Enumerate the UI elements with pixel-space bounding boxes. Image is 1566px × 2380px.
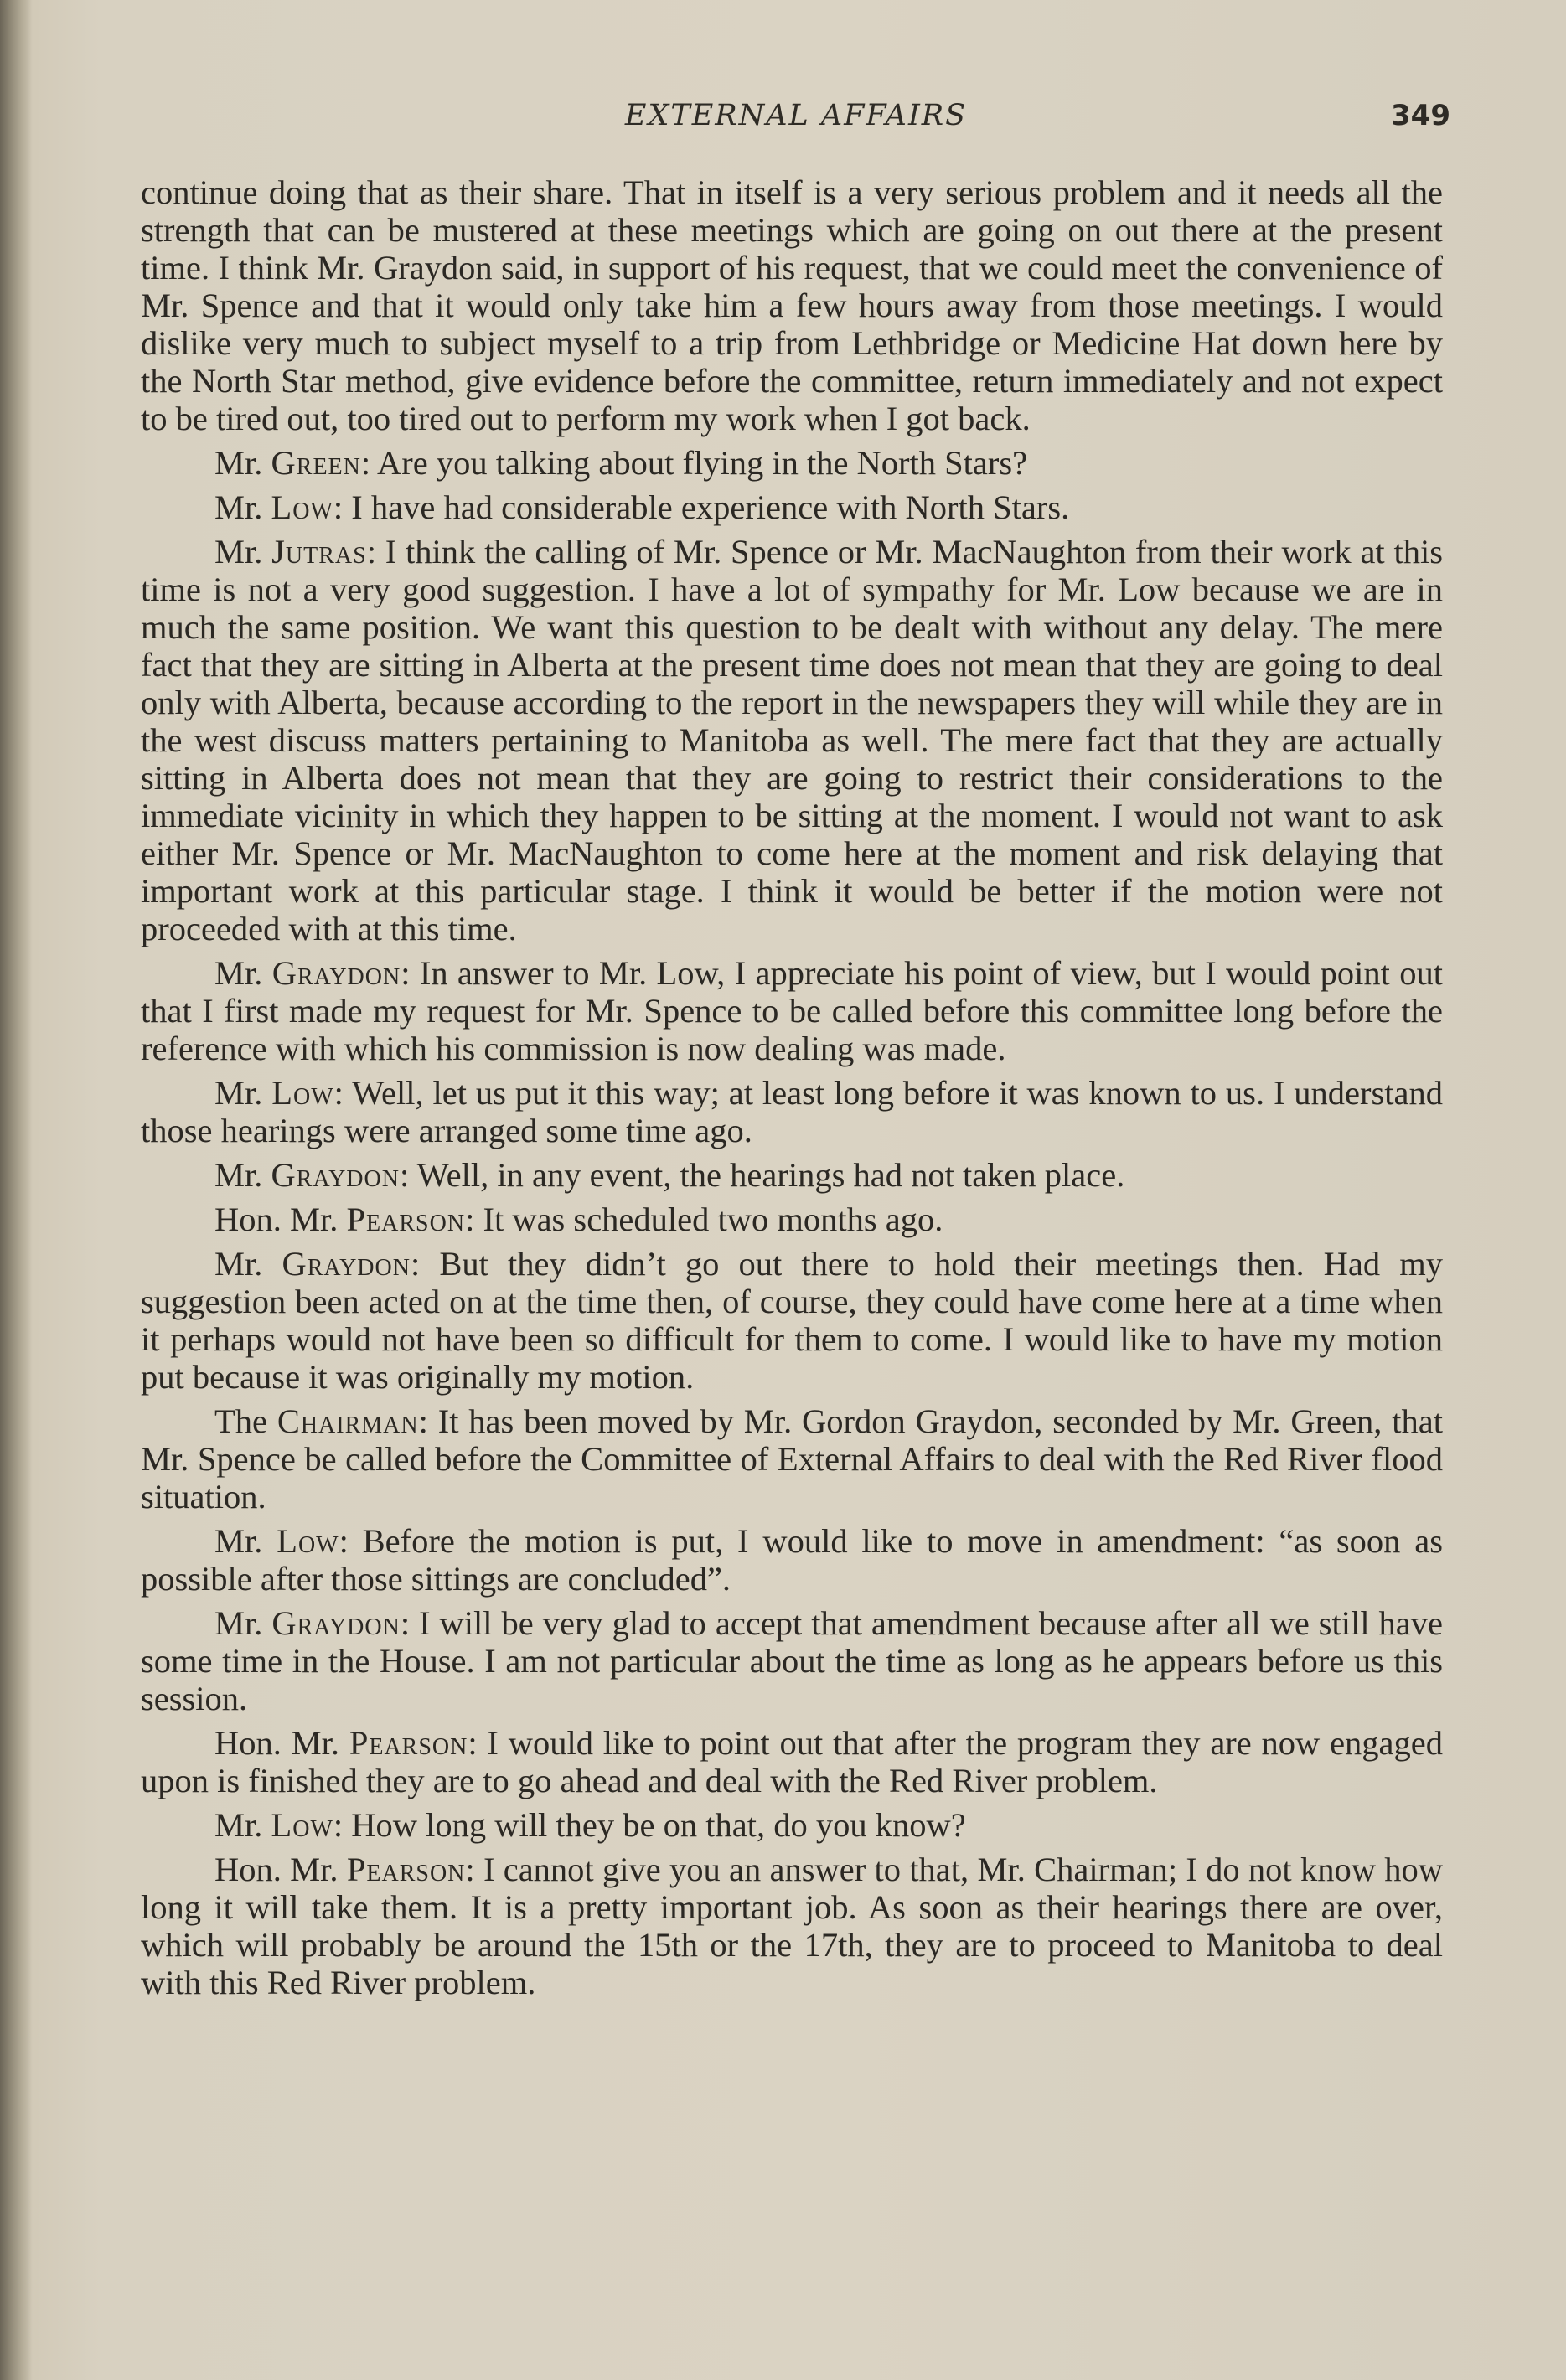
speech-text: Well, in any event, the hearings had not taken place. [416,1156,1125,1194]
speaker-prefix: Mr. [214,1604,272,1642]
speech-graydon: Mr. Graydon: In answer to Mr. Low, I appreciate his point of view, but I would point out that I first made my request for Mr. Spence to be called before this committee long before the reference with which his commission is now dealing was made. [141,954,1443,1067]
speaker-name: Jutras [271,533,367,570]
speech-low: Mr. Low: I have had considerable experience with North Stars. [214,488,1070,526]
page-header [0,99,1566,149]
speaker-prefix: Mr. [214,1245,282,1283]
speaker-prefix: Mr. [214,488,271,526]
speaker-name: Low [271,488,333,526]
text-body [141,173,1443,2008]
speech-text: I cannot give you an answer to that, Mr. Chairman; I do not know how long it will take them. It is a pretty important job. As soon as their hearings there are over, which will probably be around the 15th or the 17th, they are to proceed to Manitoba to deal with this Red River problem. [141,1851,1443,2001]
speech-chairman: The Chairman: It has been moved by Mr. Gordon Graydon, seconded by Mr. Green, that Mr. Spence be called before the Committee of External Affairs to deal with the Red River flood situation. [141,1402,1443,1515]
paragraph-continued [141,173,1443,437]
speech-low: Mr. Low: Before the motion is put, I would like to move in amendment: “as soon as possible after those sittings are concluded”. [141,1522,1443,1598]
speech-pearson: Hon. Mr. Pearson: It was scheduled two months ago. [214,1200,943,1238]
speech-text: I will be very glad to accept that amendment because after all we still have some time in the House. I am not particular about the time as long as he appears before us this session. [141,1604,1443,1717]
speech-text: It has been moved by Mr. Gordon Graydon, seconded by Mr. Green, that Mr. Spence be called before the Committee of External Affairs to deal with the Red River flood situation. [141,1402,1443,1515]
speaker-prefix: Mr. [214,954,272,992]
speech-text: In answer to Mr. Low, I appreciate his point of view, but I would point out that I first made my request for Mr. Spence to be called before this committee long before the reference with which his commission is now dealing was made. [141,954,1443,1067]
speaker-name: Graydon [271,954,401,992]
speech-text: It was scheduled two months ago. [483,1200,943,1238]
speaker-prefix: Hon. Mr. [214,1724,349,1762]
speech-text: But they didn’t go out there to hold their meetings then. Had my suggestion been acted on at the time then, of course, they could have come here at a time when it perhaps would not have been so difficult for them to come. I would like to have my motion put because it was originally my motion. [141,1245,1443,1396]
paragraph-text: continue doing that as their share. That in itself is a very serious problem and it needs all the strength that can be mustered at these meetings which are going on out there at the present time. I think Mr. Graydon said, in support of his request, that we could meet the convenience of Mr. Spence and that it would only take him a few hours away from those meetings. I would dislike very much to subject myself to a trip from Lethbridge or Medicine Hat down here by the North Star method, give evidence before the committee, return immediately and not expect to be tired out, too tired out to perform my work when I got back. [141,173,1443,437]
speech-low: Mr. Low: How long will they be on that, do you know? [214,1806,966,1844]
speech-green: Mr. Green: Are you talking about flying in the North Stars? [214,444,1028,482]
speaker-name: Green [271,444,361,482]
speaker-name: Low [277,1522,339,1560]
speech-jutras: Mr. Jutras: I think the calling of Mr. Spence or Mr. MacNaughton from their work at this time is not a very good suggestion. I have a lot of sympathy for Mr. Low because we are in much the same position. We want this question to be dealt with without any delay. The mere fact that they are sitting in Alberta at the present time does not mean that they are going to deal only with Alberta, because according to the report in the newspapers they will while they are in the west discuss matters pertaining to Manitoba as well. The mere fact that they are actually sitting in Alberta does not mean that they are going to restrict their considerations to the immediate vicinity in which they happen to be sitting at the moment. I would not want to ask either Mr. Spence or Mr. MacNaughton to come here at the moment and risk delaying that important work at this particular stage. I think it would be better if the motion were not proceeded with at this time. [141,533,1443,947]
speaker-name: Low [271,1806,333,1844]
speech-text: Are you talking about flying in the North Stars? [377,444,1028,482]
speaker-prefix: Mr. [214,1156,271,1194]
speech-text: I have had considerable experience with North Stars. [351,488,1070,526]
speech-text: Well, let us put it this way; at least long before it was known to us. I understand those hearings were arranged some time ago. [141,1074,1444,1149]
speaker-prefix: Mr. [214,1074,272,1112]
speech-graydon: Mr. Graydon: I will be very glad to accept that amendment because after all we still have some time in the House. I am not particular about the time as long as he appears before us this session. [141,1604,1443,1717]
speech-text: I would like to point out that after the program they are now engaged upon is finished they are to go ahead and deal with the Red River problem. [141,1724,1443,1799]
speech-pearson: Hon. Mr. Pearson: I would like to point out that after the program they are now engaged upon is finished they are to go ahead and deal with the Red River problem. [141,1724,1443,1799]
speaker-name: Pearson [346,1200,466,1238]
speech-graydon: Mr. Graydon: But they didn’t go out there to hold their meetings then. Had my suggestion been acted on at the time then, of course, they could have come here at a time when it perhaps would not have been so difficult for them to come. I would like to have my motion put because it was originally my motion. [141,1245,1443,1396]
speaker-name: Pearson [346,1851,466,1888]
speaker-prefix: Mr. [214,1522,277,1560]
speech-text: How long will they be on that, do you know? [351,1806,966,1844]
speaker-name: Graydon [282,1245,411,1283]
speech-graydon: Mr. Graydon: Well, in any event, the hearings had not taken place. [214,1156,1125,1194]
speaker-prefix: Hon. Mr. [214,1851,347,1888]
speech-text: I think the calling of Mr. Spence or Mr. MacNaughton from their work at this time is not a very good suggestion. I have a lot of sympathy for Mr. Low because we are in much the same position. We want this question to be dealt with without any delay. The mere fact that they are sitting in Alberta at the present time does not mean that they are going to deal only with Alberta, because according to the report in the newspapers they will while they are in the west discuss matters pertaining to Manitoba as well. The mere fact that they are actually sitting in Alberta does not mean that they are going to restrict their considerations to the immediate vicinity in which they happen to be sitting at the moment. I would not want to ask either Mr. Spence or Mr. MacNaughton to come here at the moment and risk delaying that important work at this particular stage. I think it would be better if the motion were not proceeded with at this time. [141,533,1443,947]
speaker-name: Low [271,1074,334,1112]
speech-pearson: Hon. Mr. Pearson: I cannot give you an answer to that, Mr. Chairman; I do not know how long it will take them. It is a pretty important job. As soon as their hearings there are over, which will probably be around the 15th or the 17th, they are to proceed to Manitoba to deal with this Red River problem. [141,1851,1443,2001]
speech-text: Before the motion is put, I would like to move in amendment: “as soon as possible after those sittings are concluded”. [141,1522,1443,1598]
speech-low: Mr. Low: Well, let us put it this way; at least long before it was known to us. I understand those hearings were arranged some time ago. [141,1074,1444,1149]
speaker-prefix: Hon. Mr. [214,1200,347,1238]
page-number: 349 [1391,99,1450,132]
speaker-prefix: Mr. [214,1806,271,1844]
speaker-name: Chairman [277,1402,419,1440]
speaker-name: Graydon [271,1156,400,1194]
speaker-prefix: Mr. [214,444,271,482]
speaker-prefix: Mr. [214,533,272,570]
speaker-name: Pearson [349,1724,468,1762]
running-head: EXTERNAL AFFAIRS [624,99,968,132]
speaker-name: Graydon [271,1604,401,1642]
speaker-prefix: The [214,1402,277,1440]
book-binding-edge [0,0,32,2380]
